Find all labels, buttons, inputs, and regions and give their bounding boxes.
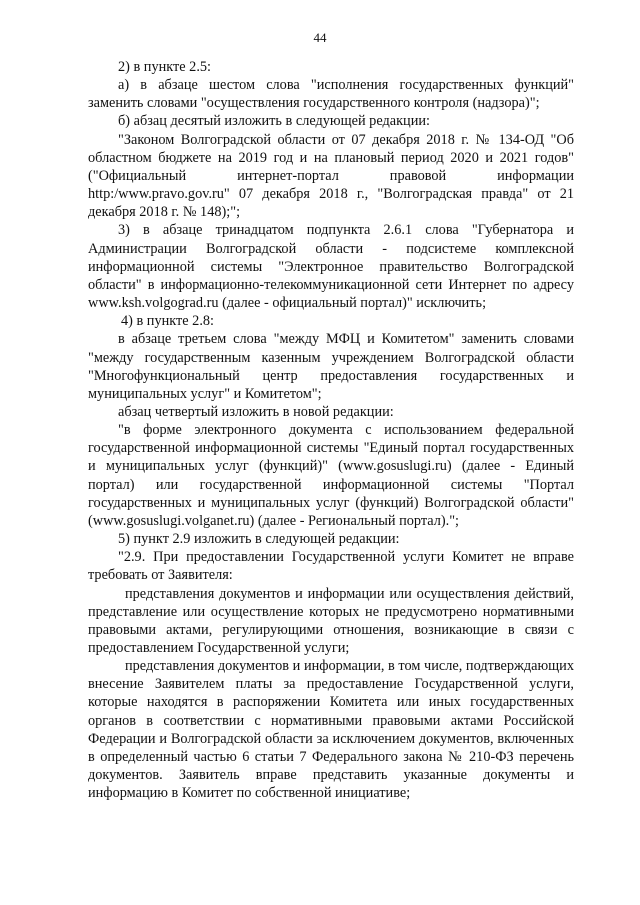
page-number: 44 [313, 30, 327, 45]
paragraph: 3) в абзаце тринадцатом подпункта 2.6.1 слова "Губернатора и Администрации Волгоградской области - подсистеме комплексной информационной системы "Электронное правительство Волгоградской области" в информационно-телекоммуникационной сети Интернет по адресу www.ksh.volgograd.ru (далее - официальный портал)" исключить; [88, 222, 574, 312]
paragraph: в абзаце третьем слова "между МФЦ и Комитетом" заменить словами "между государственным казенным учреждением Волгоградской области "Многофункциональный центр предоставления государственных и муниципальных услуг" и Комитетом"; [88, 331, 574, 402]
paragraph: "Законом Волгоградской области от 07 декабря 2018 г. № 134-ОД "Об областном бюджете на 2019 год и на плановый период 2020 и 2021 годов" ("Официальный интернет-портал правовой информации http:/www.pravo.gov.ru" 07 декабря 2018 г., "Волгоградская правда" от 21 декабря 2018 г. № 148);"; [88, 131, 574, 221]
paragraph: "2.9. При предоставлении Государственной услуги Комитет не вправе требовать от Заявителя: [88, 549, 574, 584]
paragraph: представления документов и информации, в том числе, подтверждающих внесение Заявителем платы за предоставление Государственной услуги, которые находятся в распоряжении Комитета или иных государственных органов в соответствии с нормативными правовыми актами Российской Федерации и Волгоградской области за исключением документов, включенных в определенный частью 6 статьи 7 Федерального закона № 210-ФЗ перечень документов. Заявитель вправе представить указанные документы и информацию в Комитет по собственной инициативе; [88, 658, 574, 802]
paragraph: а) в абзаце шестом слова "исполнения государственных функций" заменить словами "осуществления государственного контроля (надзора)"; [88, 77, 574, 112]
paragraph: представления документов и информации или осуществления действий, представление или осуществление которых не предусмотрено нормативными правовыми актами, регулирующими отношения, возникающие в связи с предоставлением Государственной услуги; [88, 585, 574, 656]
paragraph: 5) пункт 2.9 изложить в следующей редакции: [118, 531, 400, 548]
paragraph: 2) в пункте 2.5: [118, 59, 212, 75]
document-body [88, 58, 574, 802]
paragraph: абзац четвертый изложить в новой редакции: [118, 403, 394, 420]
paragraph: 4) в пункте 2.8: [121, 313, 215, 330]
paragraph: б) абзац десятый изложить в следующей редакции: [118, 113, 430, 130]
paragraph: "в форме электронного документа с использованием федеральной государственной информационной системы "Единый портал государственных и муниципальных услуг (функций)" (www.gosuslugi.ru) (далее - Единый портал) или государственной информационной системы "Портал государственных и муниципальных услуг (функций) Волгоградской области" (www.gosuslugi.volganet.ru) (далее - Региональный портал)."; [88, 422, 574, 529]
